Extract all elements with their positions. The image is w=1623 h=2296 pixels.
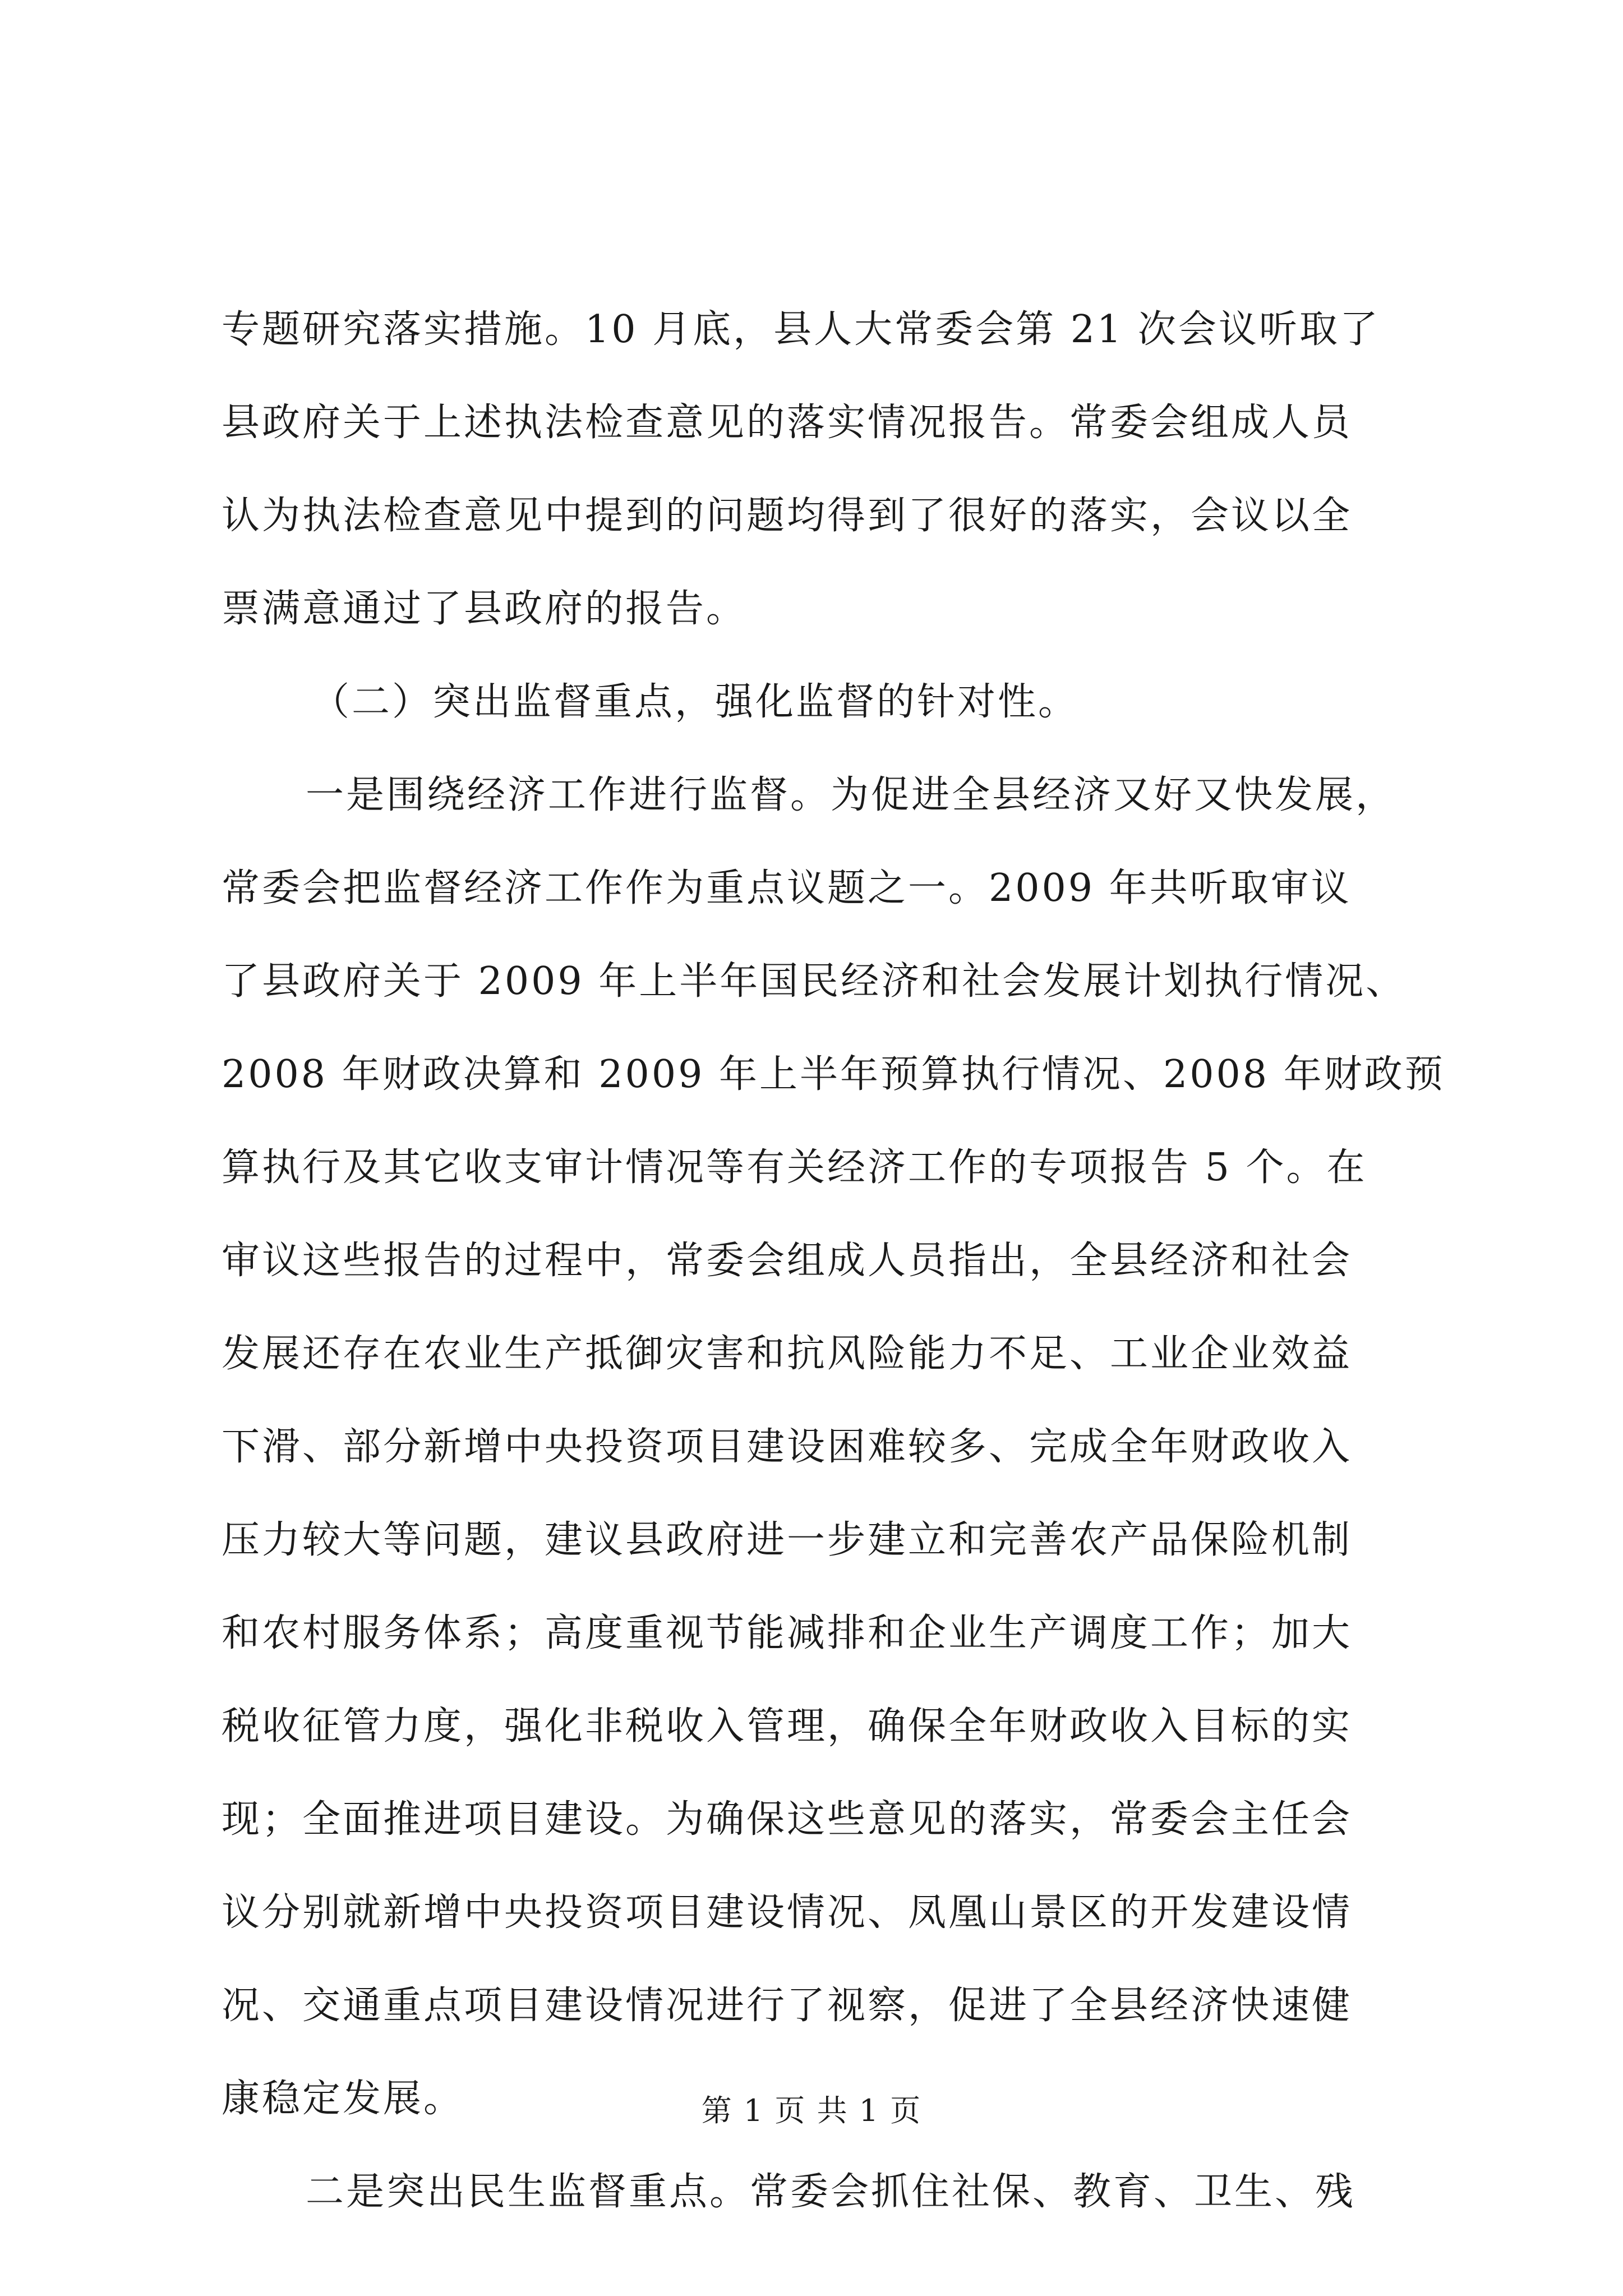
text-line: 下滑、部分新增中央投资项目建设困难较多、完成全年财政收入 [222,1425,1353,1469]
text-line: 康稳定发展。 [222,2077,464,2121]
text-line: 算执行及其它收支审计情况等有关经济工作的专项报告 5 个。在 [222,1145,1367,1190]
document-body [222,283,1445,2239]
text-line: 认为执法检查意见中提到的问题均得到了很好的落实，会议以全 [222,494,1353,538]
text-line: 和农村服务体系；高度重视节能减排和企业生产调度工作；加大 [222,1611,1353,1655]
page-footer: 第 1 页 共 1 页 [701,2093,922,2128]
text-line: 况、交通重点项目建设情况进行了视察，促进了全县经济快速健 [222,1984,1353,2028]
paragraph-first-line: 二是突出民生监督重点。常委会抓住社保、教育、卫生、残 [306,2170,1356,2214]
text-line: 2008 年财政决算和 2009 年上半年预算执行情况、2008 年财政预 [222,1052,1445,1097]
text-line: 议分别就新增中央投资项目建设情况、凤凰山景区的开发建设情 [222,1890,1353,1935]
text-line: 现；全面推进项目建设。为确保这些意见的落实，常委会主任会 [222,1797,1353,1842]
text-line: 县政府关于上述执法检查意见的落实情况报告。常委会组成人员 [222,401,1353,445]
text-line: 审议这些报告的过程中，常委会组成人员指出，全县经济和社会 [222,1239,1353,1283]
text-line: 发展还存在农业生产抵御灾害和抗风险能力不足、工业企业效益 [222,1332,1353,1376]
text-line: 票满意通过了县政府的报告。 [222,587,747,631]
text-line: 了县政府关于 2009 年上半年国民经济和社会发展计划执行情况、 [222,959,1407,1004]
paragraph-first-line: 一是围绕经济工作进行监督。为促进全县经济又好又快发展， [306,773,1396,817]
text-line: 税收征管力度，强化非税收入管理，确保全年财政收入目标的实 [222,1704,1353,1749]
text-line: 压力较大等问题，建议县政府进一步建立和完善农产品保险机制 [222,1518,1353,1562]
text-line: 专题研究落实措施。10 月底，县人大常委会第 21 次会议听取了 [222,307,1380,352]
text-line: 常委会把监督经济工作作为重点议题之一。2009 年共听取审议 [222,866,1352,910]
section-heading: （二）突出监督重点，强化监督的针对性。 [311,680,1079,724]
